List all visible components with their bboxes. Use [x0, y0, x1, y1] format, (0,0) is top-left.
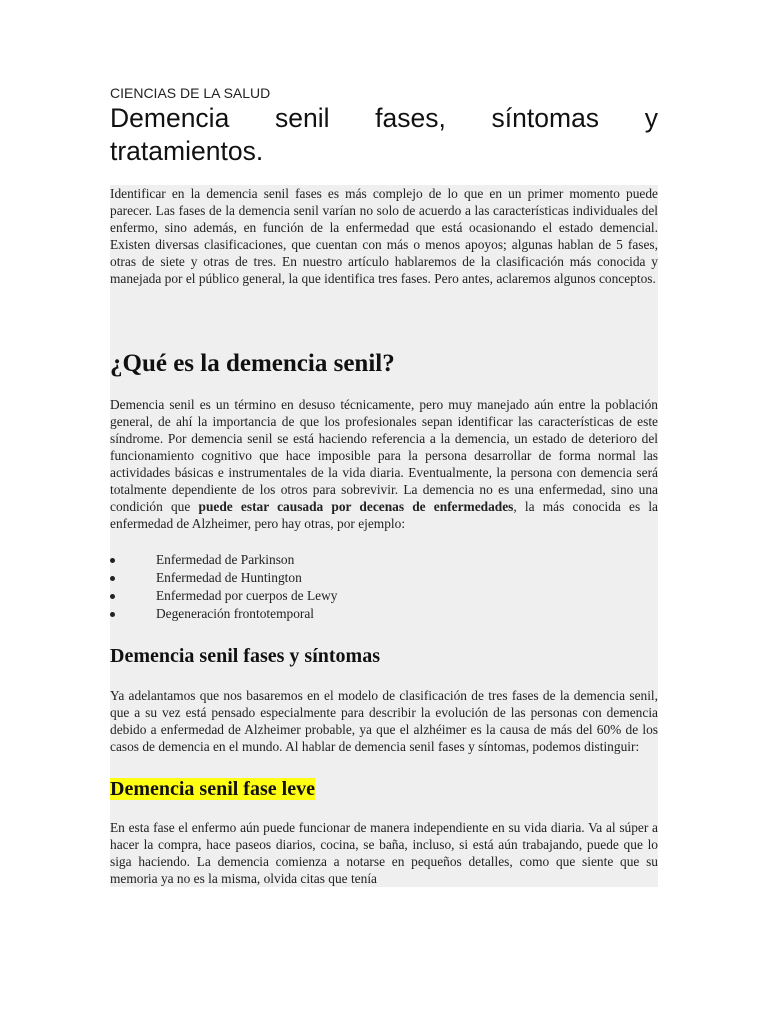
article-body	[110, 185, 658, 887]
list-item: Degeneración frontotemporal	[110, 605, 658, 623]
section-paragraph-phases: Ya adelantamos que nos basaremos en el modelo de clasificación de tres fases de la demencia senil, que a su vez está pensado especialmente para describir la evolución de las personas con demencia debido a enfermedad de Alzheimer probable, ya que el alzhéimer es la causa de más del 60% de los casos de demencia en el mundo. Al hablar de demencia senil fases y síntomas, podemos distinguir:	[110, 688, 658, 754]
paragraph-text: Demencia senil es un término en desuso técnicamente, pero muy manejado aún entre la población general, de ahí la importancia de que los profesionales sepan identificar las características de este síndrome. Por demencia senil se está haciendo referencia a la demencia, un estado de deterioro del funcionamiento cognitivo que hace imposible para la persona desarrollar de forma normal las actividades básicas e instrumentales de la vida diaria. Eventualmente, la persona con demencia será totalmente dependiente de los otros para sobrevivir. La demencia no es una enfermedad, sino una condición que	[110, 397, 658, 514]
document-page	[110, 84, 658, 887]
bullet-icon	[110, 594, 115, 599]
section-heading-phases: Demencia senil fases y síntomas	[110, 645, 380, 667]
page-title	[110, 102, 658, 168]
title-word: senil	[274, 103, 330, 133]
title-word: Demencia	[110, 103, 230, 133]
title-line-2: tratamientos.	[110, 136, 264, 166]
intro-paragraph: Identificar en la demencia senil fases es más complejo de lo que en un primer momento puede parecer. Las fases de la demencia senil varían no solo de acuerdo a las características individuales del enfermo, sino además, en función de la enfermedad que está ocasionando el estado demencial. Existen diversas clasificaciones, que cuentan con más o menos apoyos; algunas hablan de 5 fases, otras de siete y otras de tres. En nuestro artículo hablaremos de la clasificación más conocida y manejada por el público general, la que identifica tres fases. Pero antes, aclaremos algunos conceptos.	[110, 186, 658, 286]
section-heading-mild-phase	[110, 776, 658, 802]
highlighted-heading: Demencia senil fase leve	[110, 778, 315, 800]
section-heading-what-is: ¿Qué es la demencia senil?	[110, 350, 395, 377]
title-word: y	[644, 103, 658, 133]
list-item: Enfermedad por cuerpos de Lewy	[110, 587, 658, 605]
list-item: Enfermedad de Huntington	[110, 569, 658, 587]
bold-phrase: puede estar causada por decenas de enfermedades	[198, 499, 514, 514]
title-line-1	[110, 102, 658, 135]
section-paragraph-what-is	[110, 396, 658, 532]
list-item: Enfermedad de Parkinson	[110, 551, 658, 569]
bullet-icon	[110, 612, 115, 617]
title-word: fases,	[375, 103, 446, 133]
title-word: síntomas	[491, 103, 600, 133]
category-label: CIENCIAS DE LA SALUD	[110, 85, 271, 101]
paragraph-text: , la más conocida es la enfermedad de Alzheimer, pero hay otras, por ejemplo:	[110, 499, 658, 531]
diseases-list	[110, 551, 658, 623]
bullet-icon	[110, 576, 115, 581]
bullet-icon	[110, 558, 115, 563]
section-paragraph-mild-phase: En esta fase el enfermo aún puede funcionar de manera independiente en su vida diaria. Va al súper a hacer la compra, hace paseos diarios, cocina, se baña, incluso, si está aún trabajando, puede que lo siga haciendo. La demencia comienza a notarse en pequeños detalles, como que siente que su memoria ya no es la misma, olvida citas que tenía	[110, 820, 658, 886]
